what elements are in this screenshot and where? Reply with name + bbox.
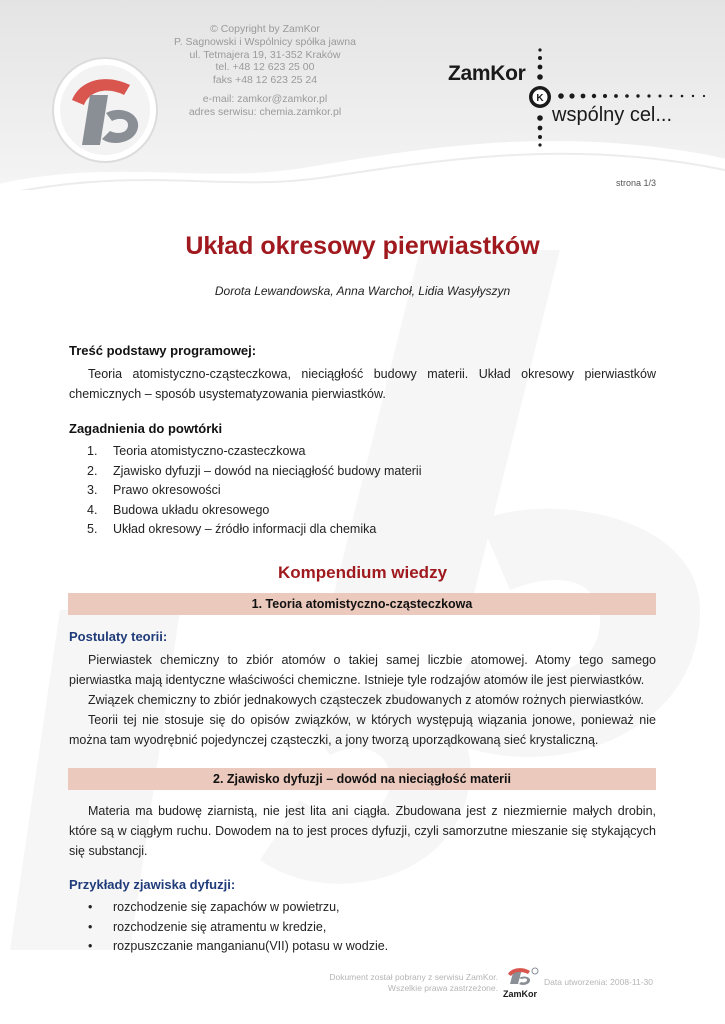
diffusion-text (69, 801, 656, 861)
diffusion-paragraph: Materia ma budowę ziarnistą, nie jest lita ani ciągła. Zbudowana jest z niezmiernie małych drobin, które są w ciągłym ruchu. Dowodem na to jest proces dyfuzji, czyli samorzutne mieszanie się stykających się substancji. (69, 804, 656, 858)
bullet-icon: • (88, 939, 93, 953)
list-item-number: 1. (87, 444, 98, 458)
list-item-text: Budowa układu okresowego (113, 502, 270, 517)
list-item (69, 481, 656, 501)
footer-logo-text: ZamKor (502, 989, 538, 999)
brand-name: ZamKor (448, 62, 526, 85)
review-list (69, 442, 656, 540)
contact-company: P. Sagnowski i Wspólnicy spółka jawna (174, 35, 356, 48)
postulates-heading: Postulaty teorii: (69, 629, 168, 644)
list-item (69, 462, 656, 482)
program-text (69, 364, 656, 404)
list-item-number: 4. (87, 502, 98, 517)
contact-phone: tel. +48 12 623 25 00 (215, 61, 315, 74)
page-title: Układ okresowy pierwiastków (185, 232, 540, 260)
contact-address: ul. Tetmajera 19, 31-352 Kraków (189, 48, 341, 61)
postulate-paragraph: Teorii tej nie stosuje się do opisów związków, w których występują wiązania jonowe, ponieważ nie można tam wyodrębnić pojedynczej cząsteczki, a jony tworzą uporządkowaną sieć krystaliczną. (69, 713, 656, 747)
footer-notice (290, 972, 498, 994)
contact-copyright: © Copyright by ZamKor (210, 23, 320, 35)
compendium-heading: Kompendium wiedzy (277, 563, 448, 582)
postulate-paragraph: Związek chemiczny to zbiór jednakowych cząsteczek zbudowanych z atomów rożnych pierwiastków. (88, 693, 644, 707)
footer-logo-icon (502, 966, 540, 1000)
list-item (69, 442, 656, 462)
list-item (69, 520, 656, 540)
list-item-text: rozchodzenie się zapachów w powietrzu, (113, 900, 340, 914)
list-item (69, 501, 656, 521)
bullet-icon: • (88, 900, 93, 914)
examples-heading: Przykłady zjawiska dyfuzji: (69, 877, 236, 892)
zamkor-emblem-icon (50, 55, 160, 165)
list-item-text: Układ okresowy – źródło informacji dla chemika (113, 522, 377, 537)
examples-list (69, 898, 656, 957)
footer-line1: Dokument został pobrany z serwisu ZamKor. (329, 972, 498, 982)
list-item (69, 898, 656, 918)
program-paragraph: Teoria atomistyczno-cząsteczkowa, nieciągłość budowy materii. Układ okresowy pierwiastków chemicznych – sposób usystematyzowania pierwiastków. (69, 367, 656, 401)
bullet-icon: • (88, 919, 93, 934)
list-item-text: rozpuszczanie manganianu(VII) potasu w wodzie. (113, 939, 389, 953)
list-item-text: Prawo okresowości (113, 483, 221, 498)
list-item-text: Zjawisko dyfuzji – dowód na nieciągłość budowy materii (113, 463, 422, 478)
program-heading: Treść podstawy programowej: (69, 343, 257, 358)
list-item-number: 3. (87, 483, 98, 498)
contact-fax: faks +48 12 623 25 24 (212, 74, 318, 87)
section1-bar: 1. Teoria atomistyczno-cząsteczkowa (68, 593, 656, 615)
list-item (69, 937, 656, 957)
contact-website[interactable]: adres serwisu: chemia.zamkor.pl (188, 105, 342, 118)
footer-date: Data utworzenia: 2008-11-30 (544, 977, 653, 987)
section2-bar: 2. Zjawisko dyfuzji – dowód na nieciągłość materii (68, 768, 656, 790)
contact-email[interactable]: e-mail: zamkor@zamkor.pl (202, 92, 328, 105)
list-item-text: Teoria atomistyczno-czasteczkowa (113, 444, 306, 458)
list-item (69, 918, 656, 938)
list-item-number: 5. (87, 522, 98, 537)
postulates-text (69, 650, 656, 750)
svg-text:K: K (536, 93, 544, 104)
brand-dots-icon (524, 46, 724, 150)
contact-info (150, 23, 380, 119)
list-item-text: rozchodzenie się atramentu w kredzie, (113, 919, 327, 934)
page-number: strona 1/3 (615, 178, 656, 188)
footer-line2: Wszelkie prawa zastrzeżone. (387, 983, 498, 993)
authors: Dorota Lewandowska, Anna Warchoł, Lidia Wasyłyszyn (214, 284, 511, 298)
list-item-number: 2. (87, 463, 98, 478)
brand-slogan: wspólny cel... (552, 104, 673, 126)
review-heading: Zagadnienia do powtórki (69, 421, 223, 436)
postulate-paragraph: Pierwiastek chemiczny to zbiór atomów o takiej samej liczbie atomowej. Atomy tego samego pierwiastka mają identyczne właściwości chemiczne. Istnieje tyle rodzajów atomów ile jest pierwiastków. (69, 653, 656, 687)
